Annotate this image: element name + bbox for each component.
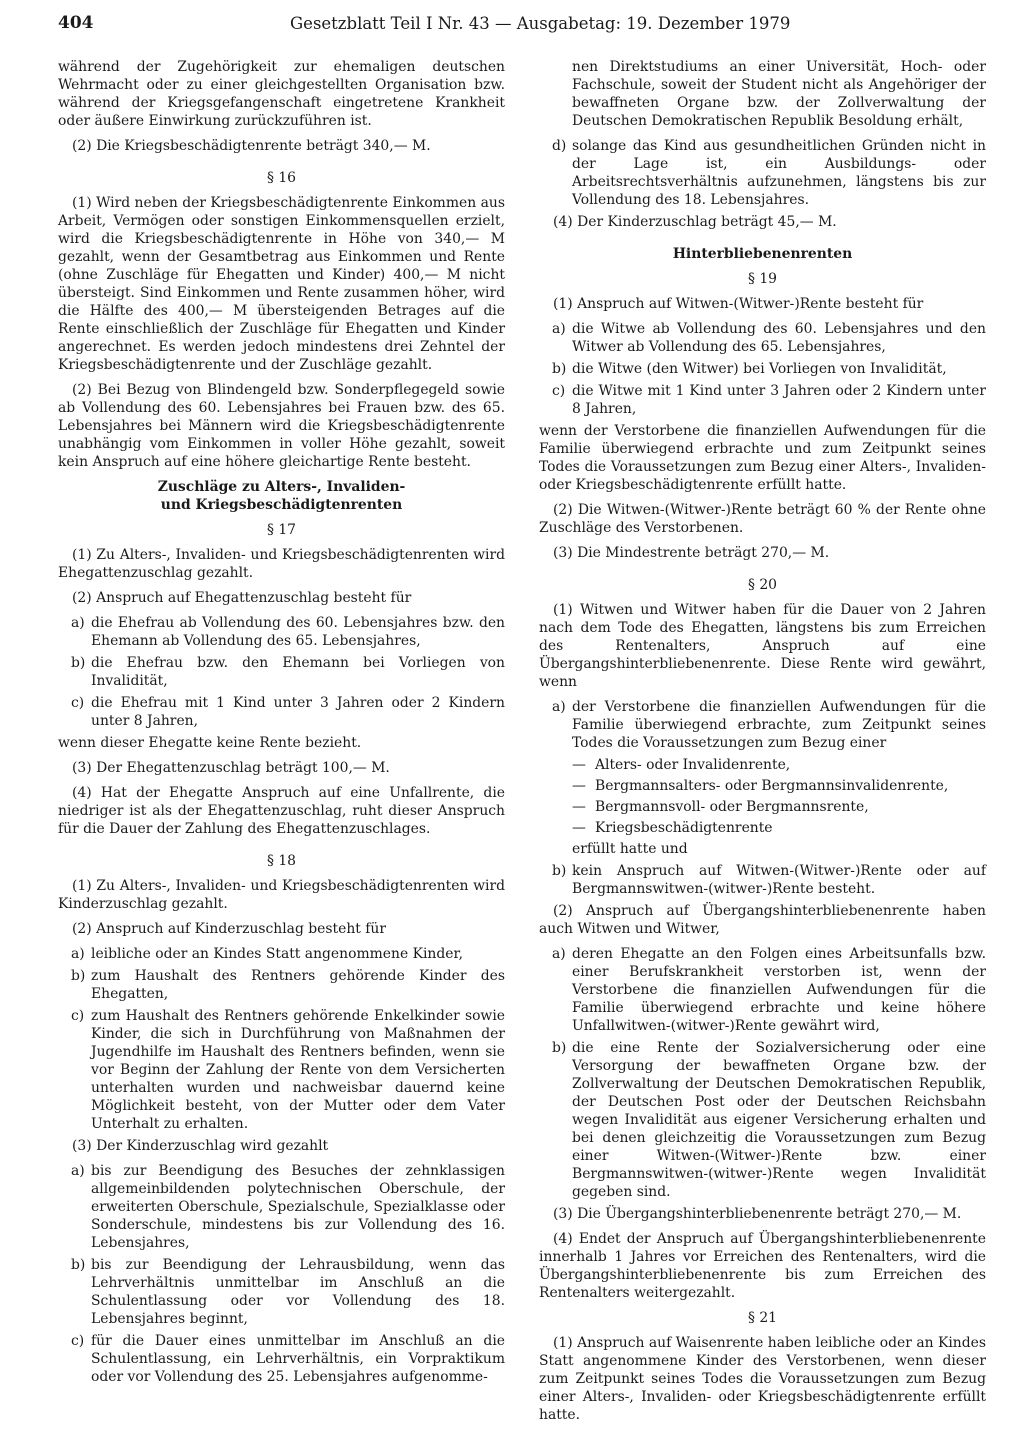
list-item-text: der Verstorbene die finanziellen Aufwendungen für die Familie überwiegend erbrachte, zum Zeitpunkt seines Todes die Voraussetzungen zum Bezug einer [572, 699, 986, 751]
section-heading-19: § 19 [747, 271, 778, 287]
list-item-text: für die Dauer eines unmittelbar im Anschluß an die Schulentlassung, ein Lehrverhältnis, ein Vorpraktikum oder vor Vollendung des 25. Lebensjahres aufgenomme- [91, 1333, 505, 1385]
paragraph: (2) Die Kriegsbeschädigtenrente beträgt 340,— M. [72, 138, 431, 154]
list-item-text: solange das Kind aus gesundheitlichen Gründen nicht in der Lage ist, ein Ausbildungs- oder Arbeitsrechtsverhältnis aufzunehmen, längstens bis zur Vollendung des 18. Lebensjahres. [572, 138, 986, 208]
list-item [71, 1256, 505, 1328]
paragraph: (3) Der Kinderzuschlag wird gezahlt [72, 1138, 329, 1154]
list-item-label: d) [552, 138, 567, 154]
list-item [71, 1332, 505, 1386]
list-item-label: b) [552, 361, 567, 377]
paragraph: wenn dieser Ehegatte keine Rente bezieht. [58, 735, 362, 751]
list-item-text: deren Ehegatte an den Folgen eines Arbeitsunfalls bzw. einer Berufskrankheit verstorben ist, wenn der Verstorbene die finanziellen Aufwendungen für die Familie überwiegend erbrachte und keine höhere Unfallwitwen-(witwer-)Rente gewährt wird, [572, 946, 986, 1034]
list-item [71, 945, 505, 963]
section-heading-20: § 20 [747, 577, 778, 593]
list-item-label: a) [71, 946, 85, 962]
list-item-text: die Ehefrau bzw. den Ehemann bei Vorliegen von Invalidität, [91, 655, 505, 689]
list-item [71, 654, 505, 690]
paragraph: (3) Der Ehegattenzuschlag beträgt 100,— M. [72, 760, 390, 776]
list-item [552, 360, 986, 378]
list-item [552, 945, 986, 1035]
page-header-title: Gesetzblatt Teil I Nr. 43 — Ausgabetag: 19. Dezember 1979 [290, 14, 791, 33]
paragraph: (1) Zu Alters-, Invaliden- und Kriegsbeschädigtenrenten wird Kinderzuschlag gezahlt. [58, 878, 505, 912]
list-item-text: die Witwe (den Witwer) bei Vorliegen von Invalidität, [572, 361, 947, 377]
paragraph: (4) Der Kinderzuschlag beträgt 45,— M. [553, 214, 837, 230]
page-header [58, 13, 988, 39]
list-item [552, 1039, 986, 1201]
paragraph: (2) Anspruch auf Kinderzuschlag besteht für [72, 921, 386, 937]
dash-item [572, 798, 986, 816]
paragraph: (1) Wird neben der Kriegsbeschädigtenrente Einkommen aus Arbeit, Vermögen oder sonstigen Einkommensquellen erzielt, wird die Kriegsbeschädigtenrente in Höhe von 340,— M gezahlt, wenn der Gesamtbetrag aus Einkommen und Rente (ohne Zuschläge für Ehegatten und Kinder) 400,— M nicht übersteigt. Sind Einkommen und Rente zusammen höher, wird die Hälfte des 400,— M übersteigenden Betrages auf die Rente einschließlich der Zuschläge für Ehegatten und Kinder angerechnet. Es werden jedoch mindestens drei Zehntel der Kriegsbeschädigtenrente und der Zuschläge gezahlt. [58, 195, 505, 373]
list-item [552, 137, 986, 209]
list-item-text: die Witwe ab Vollendung des 60. Lebensjahres und den Witwer ab Vollendung des 65. Lebensjahres, [572, 321, 986, 355]
list-item-text: zum Haushalt des Rentners gehörende Kinder des Ehegatten, [91, 968, 505, 1002]
list-item [552, 698, 986, 752]
list-continuation: erfüllt hatte und [572, 841, 688, 857]
list-item-label: b) [71, 968, 86, 984]
dash-text: Alters- oder Invalidenrente, [595, 757, 791, 773]
list-item-label: c) [552, 383, 566, 399]
list-item [71, 1007, 505, 1133]
section-heading-17: § 17 [266, 522, 297, 538]
list-item-label: a) [71, 1163, 85, 1179]
chapter-heading-zuschlaege: Zuschläge zu Alters-, Invaliden- und Kriegsbeschädigtenrenten [157, 479, 406, 513]
paragraph: (1) Anspruch auf Waisenrente haben leibliche oder an Kindes Statt angenommene Kinder des Verstorbenen, wenn dieser zum Zeitpunkt seines Todes die Voraussetzungen zum Bezug einer Alters-, Invaliden- oder Kriegsbeschädigtenrente erfüllt hatte. [539, 1335, 986, 1423]
list-item [71, 694, 505, 730]
paragraph: (1) Anspruch auf Witwen-(Witwer-)Rente besteht für [553, 296, 924, 312]
right-column [539, 58, 986, 1431]
list-item-text: die Ehefrau mit 1 Kind unter 3 Jahren oder 2 Kindern unter 8 Jahren, [91, 695, 505, 729]
paragraph: (3) Die Übergangshinterbliebenenrente beträgt 270,— M. [553, 1206, 962, 1222]
dash-label: — [572, 820, 586, 836]
list-item-label: b) [552, 863, 567, 879]
list-item-text: bis zur Beendigung des Besuches der zehnklassigen allgemeinbildenden polytechnischen Oberschule, der erweiterten Oberschule, Spezialschule, Spezialklasse oder Sonderschule, mindestens bis zur Vollendung des 16. Lebensjahres, [91, 1163, 505, 1251]
dash-label: — [572, 778, 586, 794]
paragraph: (2) Anspruch auf Ehegattenzuschlag besteht für [72, 590, 412, 606]
list-item-text: kein Anspruch auf Witwen-(Witwer-)Rente oder auf Bergmannswitwen-(witwer-)Rente besteht. [572, 863, 986, 897]
list-item-label: c) [71, 695, 85, 711]
list-item-text: zum Haushalt des Rentners gehörende Enkelkinder sowie Kinder, die sich in Durchführung von Maßnahmen der Jugendhilfe im Haushalt des Rentners befinden, wenn sie vor Beginn der Zahlung der Rente von dem Versicherten unterhalten wurden und nachweisbar dauernd keine Möglichkeit besteht, von der Mutter oder dem Vater Unterhalt zu erhalten. [91, 1008, 505, 1132]
list-item-text: die Witwe mit 1 Kind unter 3 Jahren oder 2 Kindern unter 8 Jahren, [572, 383, 986, 417]
paragraph: (3) Die Mindestrente beträgt 270,— M. [553, 545, 830, 561]
page-number: 404 [58, 13, 94, 33]
list-item-text: leibliche oder an Kindes Statt angenommene Kinder, [91, 946, 464, 962]
section-heading-18: § 18 [266, 853, 297, 869]
paragraph: (1) Witwen und Witwer haben für die Dauer von 2 Jahren nach dem Tode des Ehegatten, längstens bis zum Erreichen des Rentenalters, Anspruch auf eine Übergangshinterbliebenenrente. Diese Rente wird gewährt, wenn [539, 602, 986, 690]
section-heading-16: § 16 [266, 170, 297, 186]
list-item-text: die Ehefrau ab Vollendung des 60. Lebensjahres bzw. den Ehemann ab Vollendung des 65. Lebensjahres, [91, 615, 505, 649]
dash-text: Kriegsbeschädigtenrente [595, 820, 773, 836]
list-item-label: c) [71, 1008, 85, 1024]
paragraph: wenn der Verstorbene die finanziellen Aufwendungen für die Familie überwiegend erbrachte und zum Zeitpunkt seines Todes die Voraussetzungen zum Bezug einer Alters-, Invaliden- oder Kriegsbeschädigtenrente erfüllt hatte. [539, 423, 986, 493]
list-item-label: b) [71, 655, 86, 671]
list-item-label: a) [552, 699, 566, 715]
chapter-heading-hinterbliebenenrenten: Hinterbliebenenrenten [672, 246, 853, 262]
dash-text: Bergmannsvoll- oder Bergmannsrente, [595, 799, 869, 815]
dash-item [572, 777, 986, 795]
paragraph: (4) Endet der Anspruch auf Übergangshinterbliebenenrente innerhalb 1 Jahres vor Erreichen des Rentenalters, wird die Übergangshinterbliebenenrente bis zum Erreichen des Rentenalters weitergezahlt. [539, 1231, 986, 1301]
list-item-text: bis zur Beendigung der Lehrausbildung, wenn das Lehrverhältnis unmittelbar im Anschluß an die Schulentlassung oder vor Vollendung des 18. Lebensjahres beginnt, [91, 1257, 505, 1327]
list-item-label: a) [552, 946, 566, 962]
paragraph: (2) Bei Bezug von Blindengeld bzw. Sonderpflegegeld sowie ab Vollendung des 60. Lebensjahres bei Frauen bzw. des 65. Lebensjahres bei Männern wird die Kriegsbeschädigtenrente unabhängig vom Einkommen in voller Höhe gezahlt, soweit kein Anspruch auf eine höhere gleichartige Rente besteht. [58, 382, 505, 470]
dash-label: — [572, 757, 586, 773]
list-item [552, 862, 986, 898]
list-item [552, 382, 986, 418]
left-column [58, 58, 505, 1390]
paragraph: (1) Zu Alters-, Invaliden- und Kriegsbeschädigtenrenten wird Ehegattenzuschlag gezahlt. [58, 547, 505, 581]
paragraph: (4) Hat der Ehegatte Anspruch auf eine Unfallrente, die niedriger ist als der Ehegattenzuschlag, ruht dieser Anspruch für die Dauer der Zahlung des Ehegattenzuschlages. [58, 785, 505, 837]
dash-text: Bergmannsalters- oder Bergmannsinvalidenrente, [595, 778, 949, 794]
paragraph: nen Direktstudiums an einer Universität, Hoch- oder Fachschule, soweit der Student nicht als Angehöriger der bewaffneten Organe bzw. der Zollverwaltung der Deutschen Demokratischen Republik Besoldung erhält, [572, 59, 986, 129]
list-item-label: a) [552, 321, 566, 337]
list-item-label: c) [71, 1333, 85, 1349]
list-item-text: die eine Rente der Sozialversicherung oder eine Versorgung der bewaffneten Organe bzw. der Zollverwaltung der Deutschen Demokratischen Republik, der Deutschen Post oder der Deutschen Reichsbahn wegen Invalidität aus eigener Versicherung erhalten und bei denen gleichzeitig die Voraussetzungen zum Bezug einer Witwen-(Witwer-)Rente bzw. einer Bergmannswitwen-(witwer-)Rente wegen Invalidität gegeben sind. [572, 1040, 986, 1200]
paragraph: während der Zugehörigkeit zur ehemaligen deutschen Wehrmacht oder zu einer gleichgestellten Organisation bzw. während der Kriegsgefangenschaft eingetretene Krankheit oder äußere Einwirkung zurückzuführen ist. [58, 59, 505, 129]
paragraph: (2) Anspruch auf Übergangshinterbliebenenrente haben auch Witwen und Witwer, [539, 903, 986, 937]
list-item-label: b) [552, 1040, 567, 1056]
list-item-label: a) [71, 615, 85, 631]
paragraph: (2) Die Witwen-(Witwer-)Rente beträgt 60 % der Rente ohne Zuschläge des Verstorbenen. [539, 502, 986, 536]
list-item [552, 320, 986, 356]
dash-item [572, 819, 986, 837]
list-item [71, 614, 505, 650]
dash-label: — [572, 799, 586, 815]
list-item [71, 1162, 505, 1252]
list-item [71, 967, 505, 1003]
section-heading-21: § 21 [747, 1310, 778, 1326]
list-item-label: b) [71, 1257, 86, 1273]
dash-item [572, 756, 986, 774]
